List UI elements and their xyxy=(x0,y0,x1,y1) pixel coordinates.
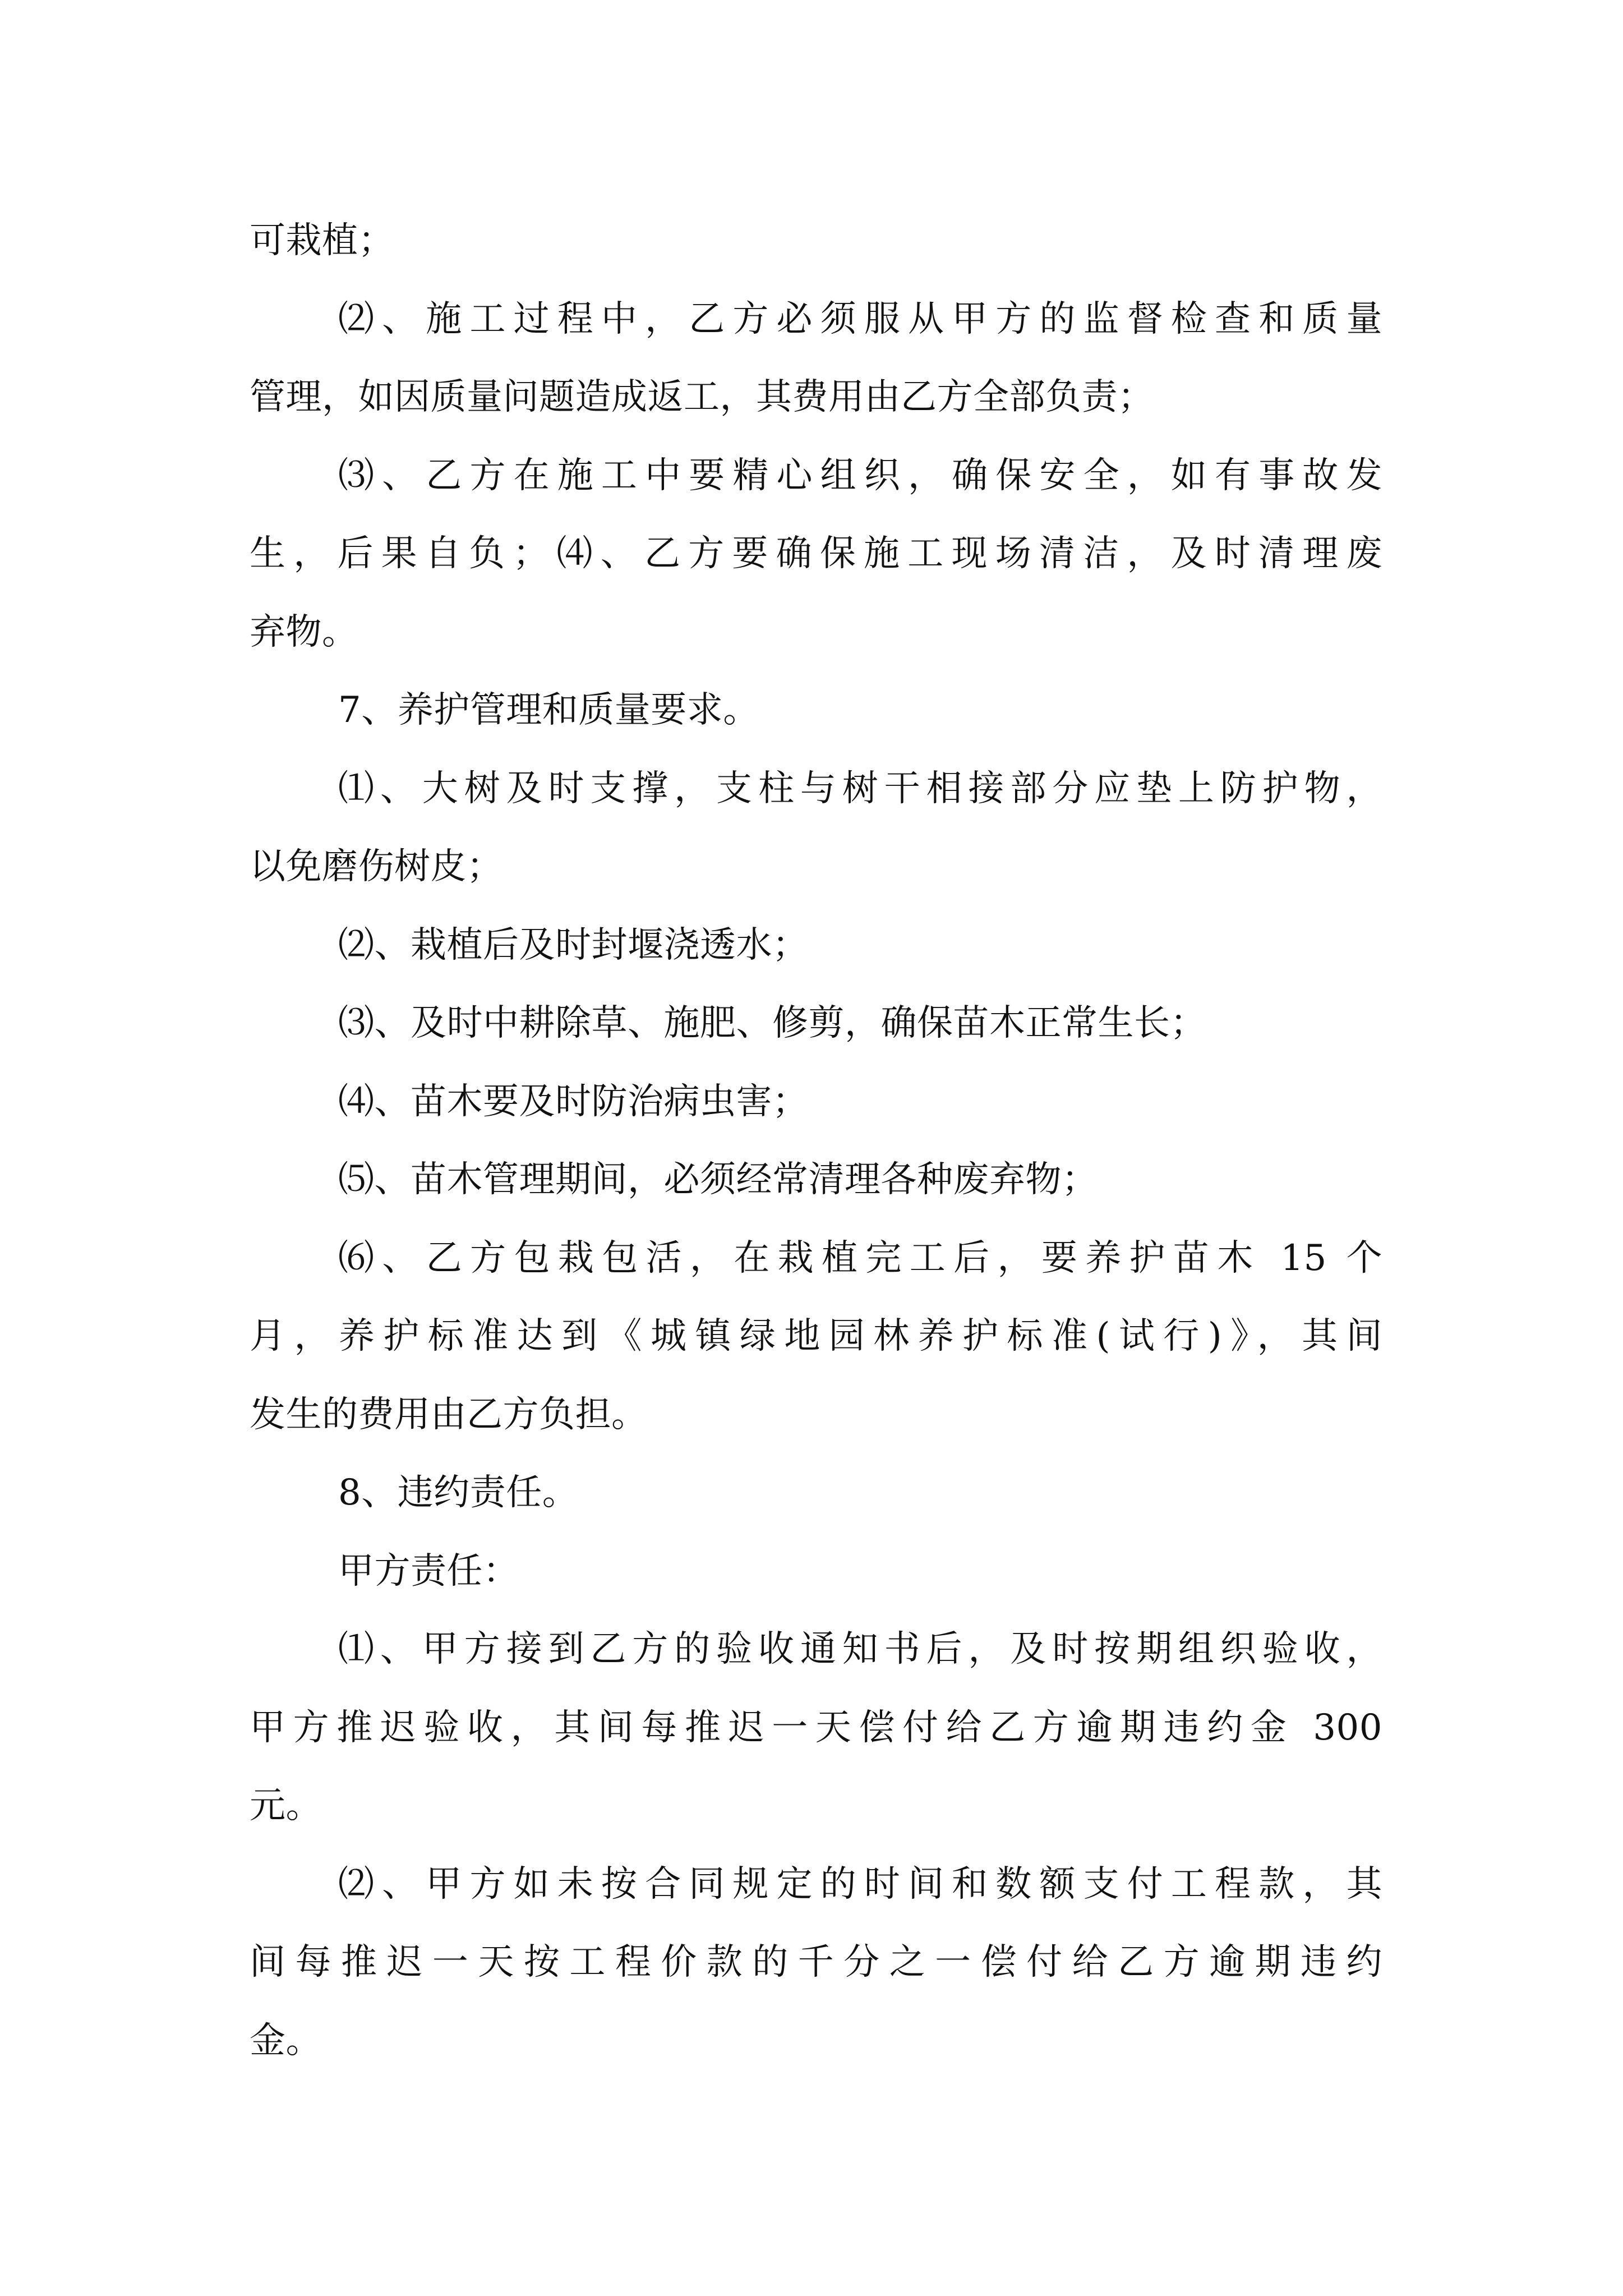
section-heading: 7、养护管理和质量要求。 xyxy=(338,689,759,731)
text-line: 金。 xyxy=(250,2019,322,2062)
text-line: 以免磨伤树皮； xyxy=(250,846,503,887)
text-line: ⑴、甲方接到乙方的验收通知书后，及时按期组织验收， xyxy=(338,1628,1382,1670)
text-line: 生，后果自负；⑷、乙方要确保施工现场清洁，及时清理废 xyxy=(250,533,1382,574)
section-heading: 8、违约责任。 xyxy=(338,1472,579,1513)
text-line: ⑶、乙方在施工中要精心组织，确保安全，如有事故发 xyxy=(338,454,1382,496)
text-line: 弃物。 xyxy=(250,611,358,653)
text-line: ⑶、及时中耕除草、施肥、修剪，确保苗木正常生长； xyxy=(338,1002,1206,1044)
text-line: 可栽植； xyxy=(250,220,394,261)
text-line: 甲方推迟验收，其间每推迟一天偿付给乙方逾期违约金 300 xyxy=(250,1706,1382,1749)
text-line: 元。 xyxy=(250,1785,322,1826)
text-line: ⑵、甲方如未按合同规定的时间和数额支付工程款，其 xyxy=(338,1863,1382,1905)
text-line: ⑹、乙方包栽包活，在栽植完工后，要养护苗木 15 个 xyxy=(338,1237,1382,1279)
text-line: ⑷、苗木要及时防治病虫害； xyxy=(338,1080,809,1122)
text-line: 间每推迟一天按工程价款的千分之一偿付给乙方逾期违约 xyxy=(250,1941,1382,1983)
text-line: 月，养护标准达到《城镇绿地园林养护标准(试行)》，其间 xyxy=(250,1315,1382,1357)
text-line: 发生的费用由乙方负担。 xyxy=(250,1393,648,1435)
text-line: ⑵、栽植后及时封堰浇透水； xyxy=(338,924,809,966)
subsection-heading: 甲方责任： xyxy=(338,1550,519,1592)
document-page xyxy=(250,202,1382,2080)
text-line: ⑸、苗木管理期间，必须经常清理各种废弃物； xyxy=(338,1159,1098,1200)
text-line: ⑵、施工过程中，乙方必须服从甲方的监督检查和质量 xyxy=(338,298,1382,340)
text-line: 管理，如因质量问题造成返工，其费用由乙方全部负责； xyxy=(250,376,1154,418)
text-line: ⑴、大树及时支撑，支柱与树干相接部分应垫上防护物， xyxy=(338,767,1382,809)
